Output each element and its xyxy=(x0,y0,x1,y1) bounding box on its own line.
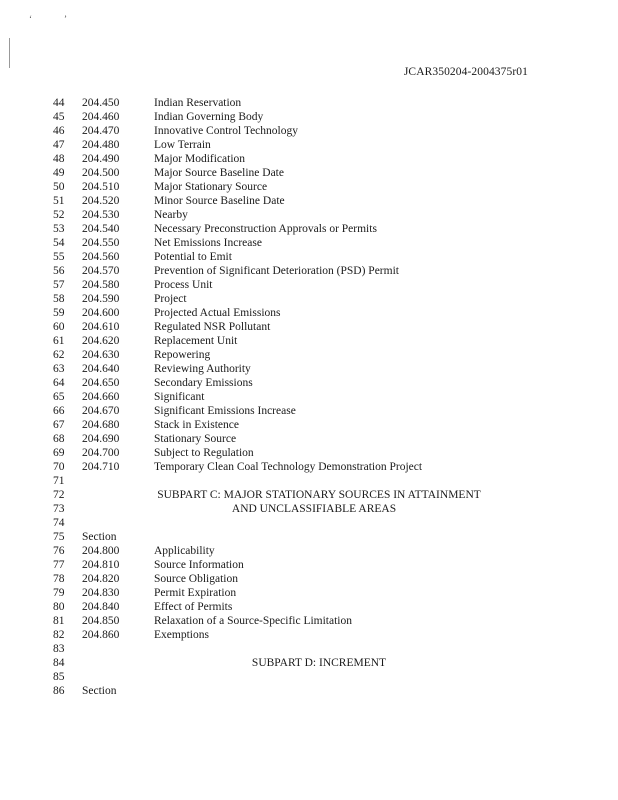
document-line xyxy=(0,194,618,208)
section-number: 204.700 xyxy=(82,447,120,459)
section-number: 204.560 xyxy=(82,251,120,263)
section-number: 204.530 xyxy=(82,209,120,221)
section-title: Regulated NSR Pollutant xyxy=(154,321,271,333)
section-number: 204.680 xyxy=(82,419,120,431)
line-number: 58 xyxy=(53,293,65,305)
line-number: 64 xyxy=(53,377,65,389)
document-line xyxy=(0,264,618,278)
line-number: 70 xyxy=(53,461,65,473)
section-number: 204.510 xyxy=(82,181,120,193)
section-title: Effect of Permits xyxy=(154,601,233,613)
line-number: 44 xyxy=(53,97,65,109)
section-number: 204.800 xyxy=(82,545,120,557)
line-number: 78 xyxy=(53,573,65,585)
section-number: 204.500 xyxy=(82,167,120,179)
section-title: Project xyxy=(154,293,187,305)
line-number: 85 xyxy=(53,671,65,683)
document-line xyxy=(0,110,618,124)
section-number: 204.810 xyxy=(82,559,120,571)
document-line xyxy=(0,390,618,404)
document-line xyxy=(0,236,618,250)
document-line xyxy=(0,488,618,502)
line-number: 69 xyxy=(53,447,65,459)
document-line xyxy=(0,208,618,222)
document-line xyxy=(0,334,618,348)
section-number: 204.840 xyxy=(82,601,120,613)
section-title: Process Unit xyxy=(154,279,213,291)
line-number: 86 xyxy=(53,685,65,697)
section-title: Innovative Control Technology xyxy=(154,125,298,137)
section-number: 204.540 xyxy=(82,223,120,235)
section-number: 204.450 xyxy=(82,97,120,109)
section-number: 204.830 xyxy=(82,587,120,599)
section-number: 204.570 xyxy=(82,265,120,277)
line-number: 84 xyxy=(53,657,65,669)
section-number: 204.600 xyxy=(82,307,120,319)
document-line xyxy=(0,586,618,600)
section-title: Applicability xyxy=(154,545,215,557)
document-line xyxy=(0,152,618,166)
section-title: Permit Expiration xyxy=(154,587,237,599)
line-number: 50 xyxy=(53,181,65,193)
document-line xyxy=(0,348,618,362)
line-number: 56 xyxy=(53,265,65,277)
section-number: 204.630 xyxy=(82,349,120,361)
section-title: Exemptions xyxy=(154,629,209,641)
line-number: 47 xyxy=(53,139,65,151)
line-number: 57 xyxy=(53,279,65,291)
scan-edge-line xyxy=(9,38,10,68)
section-title: Secondary Emissions xyxy=(154,377,253,389)
document-line xyxy=(0,292,618,306)
line-number: 46 xyxy=(53,125,65,137)
document-line xyxy=(0,474,618,488)
scan-artifact: ’ xyxy=(64,14,67,24)
section-number: 204.860 xyxy=(82,629,120,641)
line-number: 55 xyxy=(53,251,65,263)
line-number: 76 xyxy=(53,545,65,557)
line-number: 73 xyxy=(53,503,65,515)
document-line xyxy=(0,278,618,292)
section-title: Projected Actual Emissions xyxy=(154,307,281,319)
section-number: Section xyxy=(82,531,117,543)
subpart-heading: SUBPART C: MAJOR STATIONARY SOURCES IN ATTAINMENT xyxy=(157,489,481,501)
document-line xyxy=(0,432,618,446)
section-number: 204.660 xyxy=(82,391,120,403)
section-title: Minor Source Baseline Date xyxy=(154,195,285,207)
section-number: 204.650 xyxy=(82,377,120,389)
line-number: 49 xyxy=(53,167,65,179)
subpart-heading: SUBPART D: INCREMENT xyxy=(251,657,387,669)
section-number: 204.460 xyxy=(82,111,120,123)
document-line xyxy=(0,516,618,530)
document-line xyxy=(0,180,618,194)
document-line xyxy=(0,558,618,572)
section-number: 204.710 xyxy=(82,461,120,473)
document-line xyxy=(0,306,618,320)
section-number: 204.850 xyxy=(82,615,120,627)
line-number: 63 xyxy=(53,363,65,375)
document-line xyxy=(0,614,618,628)
line-number: 83 xyxy=(53,643,65,655)
section-number: 204.470 xyxy=(82,125,120,137)
line-number: 59 xyxy=(53,307,65,319)
section-number: 204.670 xyxy=(82,405,120,417)
section-title: Major Stationary Source xyxy=(154,181,268,193)
section-title: Nearby xyxy=(154,209,188,221)
line-number: 77 xyxy=(53,559,65,571)
line-number: 71 xyxy=(53,475,65,487)
document-line xyxy=(0,544,618,558)
section-title: Stack in Existence xyxy=(154,419,239,431)
line-number: 72 xyxy=(53,489,65,501)
section-number: 204.620 xyxy=(82,335,120,347)
line-number: 60 xyxy=(53,321,65,333)
line-number: 65 xyxy=(53,391,65,403)
line-number: 81 xyxy=(53,615,65,627)
section-title: Stationary Source xyxy=(154,433,237,445)
document-line xyxy=(0,404,618,418)
section-title: Relaxation of a Source-Specific Limitation xyxy=(154,615,352,627)
line-number: 80 xyxy=(53,601,65,613)
line-number: 62 xyxy=(53,349,65,361)
section-number: 204.690 xyxy=(82,433,120,445)
document-line xyxy=(0,250,618,264)
section-title: Temporary Clean Coal Technology Demonstration Project xyxy=(154,461,423,473)
section-title: Major Source Baseline Date xyxy=(154,167,284,179)
document-id: JCAR350204-2004375r01 xyxy=(403,66,528,78)
document-line xyxy=(0,642,618,656)
section-number: 204.550 xyxy=(82,237,120,249)
line-number: 74 xyxy=(53,517,65,529)
document-line xyxy=(0,684,618,698)
document-line xyxy=(0,362,618,376)
document-line xyxy=(0,502,618,516)
section-number: 204.610 xyxy=(82,321,120,333)
section-title: Significant xyxy=(154,391,205,403)
section-title: Prevention of Significant Deterioration (PSD) Permit xyxy=(154,265,399,277)
section-title: Replacement Unit xyxy=(154,335,238,347)
line-number: 66 xyxy=(53,405,65,417)
document-line xyxy=(0,460,618,474)
line-number: 79 xyxy=(53,587,65,599)
line-number: 52 xyxy=(53,209,65,221)
line-number: 82 xyxy=(53,629,65,641)
section-title: Net Emissions Increase xyxy=(154,237,262,249)
line-number: 48 xyxy=(53,153,65,165)
section-title: Necessary Preconstruction Approvals or Permits xyxy=(154,223,377,235)
section-title: Potential to Emit xyxy=(154,251,232,263)
section-number: 204.590 xyxy=(82,293,120,305)
line-number: 45 xyxy=(53,111,65,123)
document-line xyxy=(0,222,618,236)
document-line xyxy=(0,670,618,684)
section-title: Indian Governing Body xyxy=(154,111,264,123)
document-line xyxy=(0,166,618,180)
section-listing xyxy=(0,96,618,698)
subpart-heading: AND UNCLASSIFIABLE AREAS xyxy=(231,503,397,515)
line-number: 68 xyxy=(53,433,65,445)
section-title: Repowering xyxy=(154,349,211,361)
section-title: Source Information xyxy=(154,559,244,571)
scan-artifact: ‘ xyxy=(29,14,32,24)
document-line xyxy=(0,124,618,138)
line-number: 51 xyxy=(53,195,65,207)
section-number: 204.480 xyxy=(82,139,120,151)
section-number: Section xyxy=(82,685,117,697)
line-number: 54 xyxy=(53,237,65,249)
section-title: Low Terrain xyxy=(154,139,211,151)
line-number: 67 xyxy=(53,419,65,431)
document-line xyxy=(0,446,618,460)
line-number: 75 xyxy=(53,531,65,543)
section-title: Significant Emissions Increase xyxy=(154,405,296,417)
section-number: 204.490 xyxy=(82,153,120,165)
section-title: Source Obligation xyxy=(154,573,238,585)
document-line xyxy=(0,376,618,390)
document-line xyxy=(0,656,618,670)
section-number: 204.820 xyxy=(82,573,120,585)
line-number: 53 xyxy=(53,223,65,235)
document-line xyxy=(0,418,618,432)
document-line xyxy=(0,628,618,642)
document-line xyxy=(0,530,618,544)
section-number: 204.520 xyxy=(82,195,120,207)
section-title: Subject to Regulation xyxy=(154,447,254,459)
document-line xyxy=(0,320,618,334)
section-title: Major Modification xyxy=(154,153,246,165)
document-line xyxy=(0,572,618,586)
section-number: 204.580 xyxy=(82,279,120,291)
document-line xyxy=(0,138,618,152)
section-number: 204.640 xyxy=(82,363,120,375)
section-title: Reviewing Authority xyxy=(154,363,251,375)
document-line xyxy=(0,96,618,110)
line-number: 61 xyxy=(53,335,65,347)
document-line xyxy=(0,600,618,614)
section-title: Indian Reservation xyxy=(154,97,242,109)
